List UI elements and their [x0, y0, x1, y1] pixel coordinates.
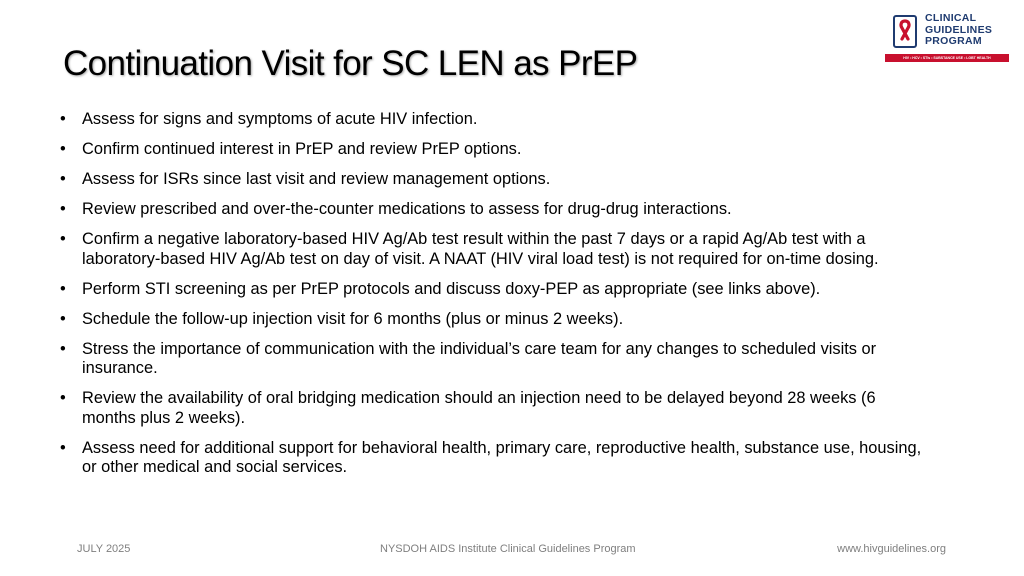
- clinical-guidelines-logo: [885, 12, 1010, 64]
- bullet-item: • Schedule the follow-up injection visit for 6 months (plus or minus 2 weeks).: [60, 310, 930, 330]
- logo-wordmark: [925, 13, 992, 48]
- logo-tagline: HIV • HCV • STIs • SUBSTANCE USE • LGBT HEALTH: [885, 54, 1009, 62]
- bullet-item: • Assess for signs and symptoms of acute HIV infection.: [60, 110, 930, 130]
- bullet-item: • Assess for ISRs since last visit and review management options.: [60, 170, 930, 190]
- bullet-item: • Confirm a negative laboratory-based HIV Ag/Ab test result within the past 7 days or a rapid Ag/Ab test with a laboratory-based HIV Ag/Ab test on day of visit. A NAAT (HIV viral load test) is not required for on-time dosing.: [60, 230, 930, 269]
- logo-frame: [893, 15, 917, 48]
- bullet-item: • Stress the importance of communication with the individual’s care team for any changes to scheduled visits or insurance.: [60, 340, 930, 379]
- logo-line-1: CLINICAL: [925, 12, 977, 24]
- bullet-item: • Confirm continued interest in PrEP and review PrEP options.: [60, 140, 930, 160]
- bullet-item: • Review prescribed and over-the-counter medications to assess for drug-drug interactions.: [60, 200, 930, 220]
- footer-date: JULY 2025: [77, 543, 131, 555]
- slide-title: Continuation Visit for SC LEN as PrEP: [63, 44, 638, 83]
- footer-website: www.hivguidelines.org: [837, 543, 946, 555]
- awareness-ribbon-icon: [895, 17, 915, 46]
- logo-line-2: GUIDELINES: [925, 23, 993, 36]
- bullet-list: [60, 110, 930, 488]
- logo-line-3: PROGRAM: [925, 35, 982, 47]
- footer-program: NYSDOH AIDS Institute Clinical Guidelines Program: [380, 543, 636, 555]
- bullet-item: • Review the availability of oral bridging medication should an injection need to be delayed beyond 28 weeks (6 months plus 2 weeks).: [60, 389, 930, 428]
- bullet-item: • Perform STI screening as per PrEP protocols and discuss doxy-PEP as appropriate (see links above).: [60, 280, 930, 300]
- bullet-item: • Assess need for additional support for behavioral health, primary care, reproductive health, substance use, housing, or other medical and social services.: [60, 439, 930, 478]
